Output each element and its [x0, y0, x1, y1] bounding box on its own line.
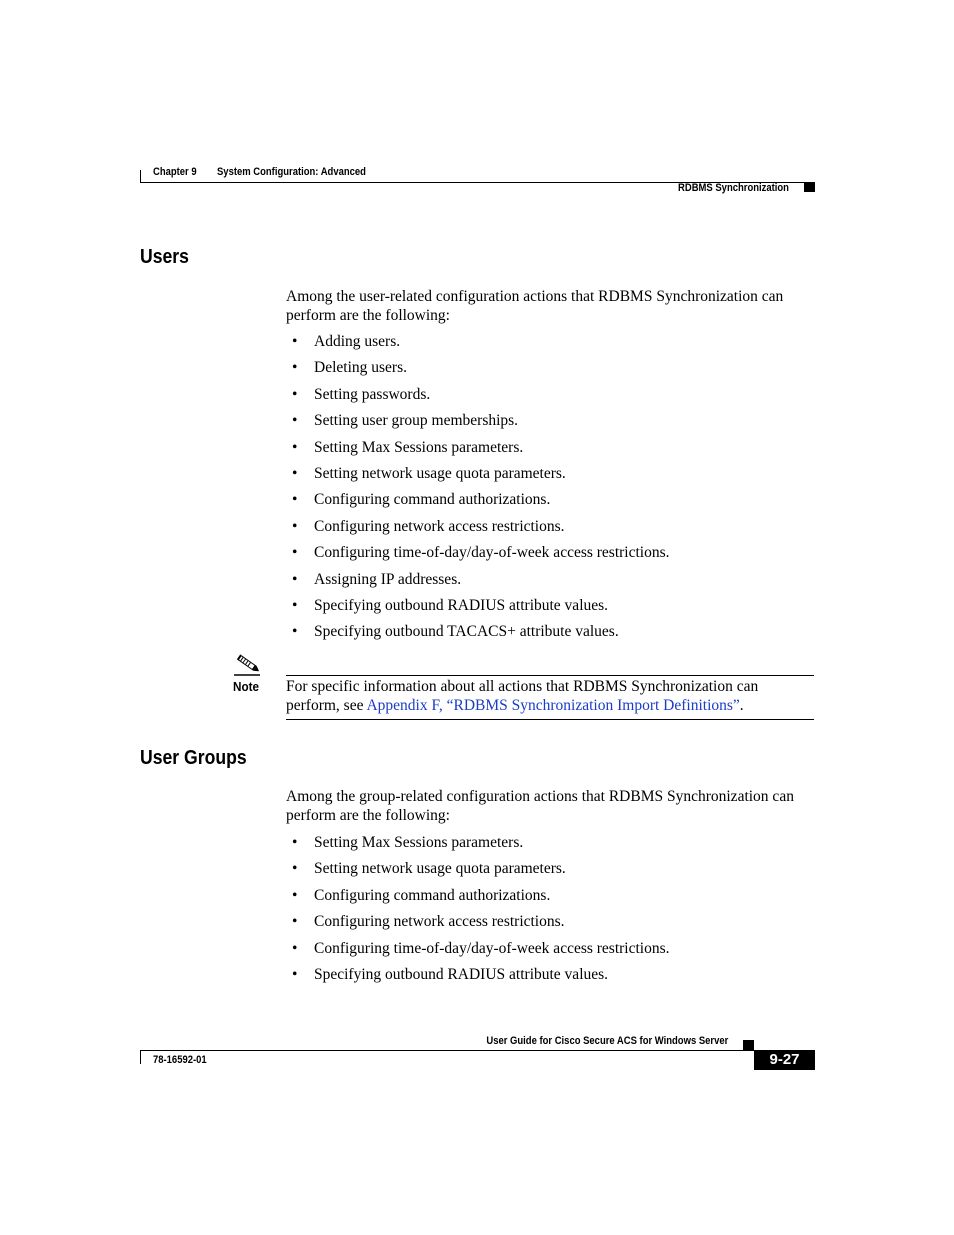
footer-block	[743, 1040, 754, 1050]
note-rule-bottom	[286, 719, 814, 720]
header-section: RDBMS Synchronization	[678, 182, 789, 194]
list-item: • Configuring command authorizations.	[292, 886, 551, 904]
header-block	[804, 182, 815, 192]
footer-tick	[140, 1050, 141, 1064]
list-item: • Assigning IP addresses.	[292, 570, 462, 588]
list-item: • Adding users.	[292, 333, 401, 350]
footer-rule	[140, 1050, 815, 1051]
users-intro: Among the user-related configuration actions that RDBMS Synchronization can perform are the following:	[286, 288, 784, 324]
list-item: • Specifying outbound RADIUS attribute values.	[292, 596, 609, 614]
page-number: 9-27	[754, 1050, 815, 1070]
list-item: • Deleting users.	[292, 359, 407, 377]
list-item: • Configuring time-of-day/day-of-week access restrictions.	[292, 544, 670, 562]
footer-doc-number: 78-16592-01	[153, 1054, 207, 1066]
list-item: • Configuring network access restrictions.	[292, 517, 565, 535]
header-chapter-title: System Configuration: Advanced	[217, 166, 366, 178]
user-groups-heading: User Groups	[140, 747, 247, 769]
list-item: • Setting Max Sessions parameters.	[292, 438, 524, 456]
users-list	[286, 332, 670, 649]
note-text: For specific information about all actions that RDBMS Synchronization can perform, see Appendix F, “RDBMS Synchronization Import Definitions”.	[286, 678, 759, 714]
header-chapter: Chapter 9	[153, 166, 197, 178]
user-groups-intro: Among the group-related configuration actions that RDBMS Synchronization can perform are the following:	[286, 788, 794, 824]
list-item: • Setting user group memberships.	[292, 412, 519, 430]
pencil-note-icon	[232, 651, 262, 682]
list-item: • Configuring command authorizations.	[292, 491, 551, 509]
footer-guide-title: User Guide for Cisco Secure ACS for Windows Server	[486, 1035, 728, 1047]
list-item: • Configuring network access restrictions.	[292, 913, 565, 931]
list-item: • Setting network usage quota parameters.	[292, 860, 566, 878]
list-item: • Specifying outbound RADIUS attribute values.	[292, 965, 609, 983]
list-item: • Setting network usage quota parameters.	[292, 464, 566, 482]
user-groups-list	[286, 833, 670, 991]
list-item: • Setting Max Sessions parameters.	[292, 834, 524, 851]
list-item: • Setting passwords.	[292, 385, 431, 403]
list-item: • Configuring time-of-day/day-of-week access restrictions.	[292, 939, 670, 957]
note-rule-top	[286, 675, 814, 676]
note-label: Note	[233, 679, 260, 694]
users-heading: Users	[140, 246, 189, 268]
list-item: • Specifying outbound TACACS+ attribute values.	[292, 623, 619, 641]
appendix-f-link[interactable]: Appendix F, “RDBMS Synchronization Import Definitions”	[366, 697, 740, 714]
